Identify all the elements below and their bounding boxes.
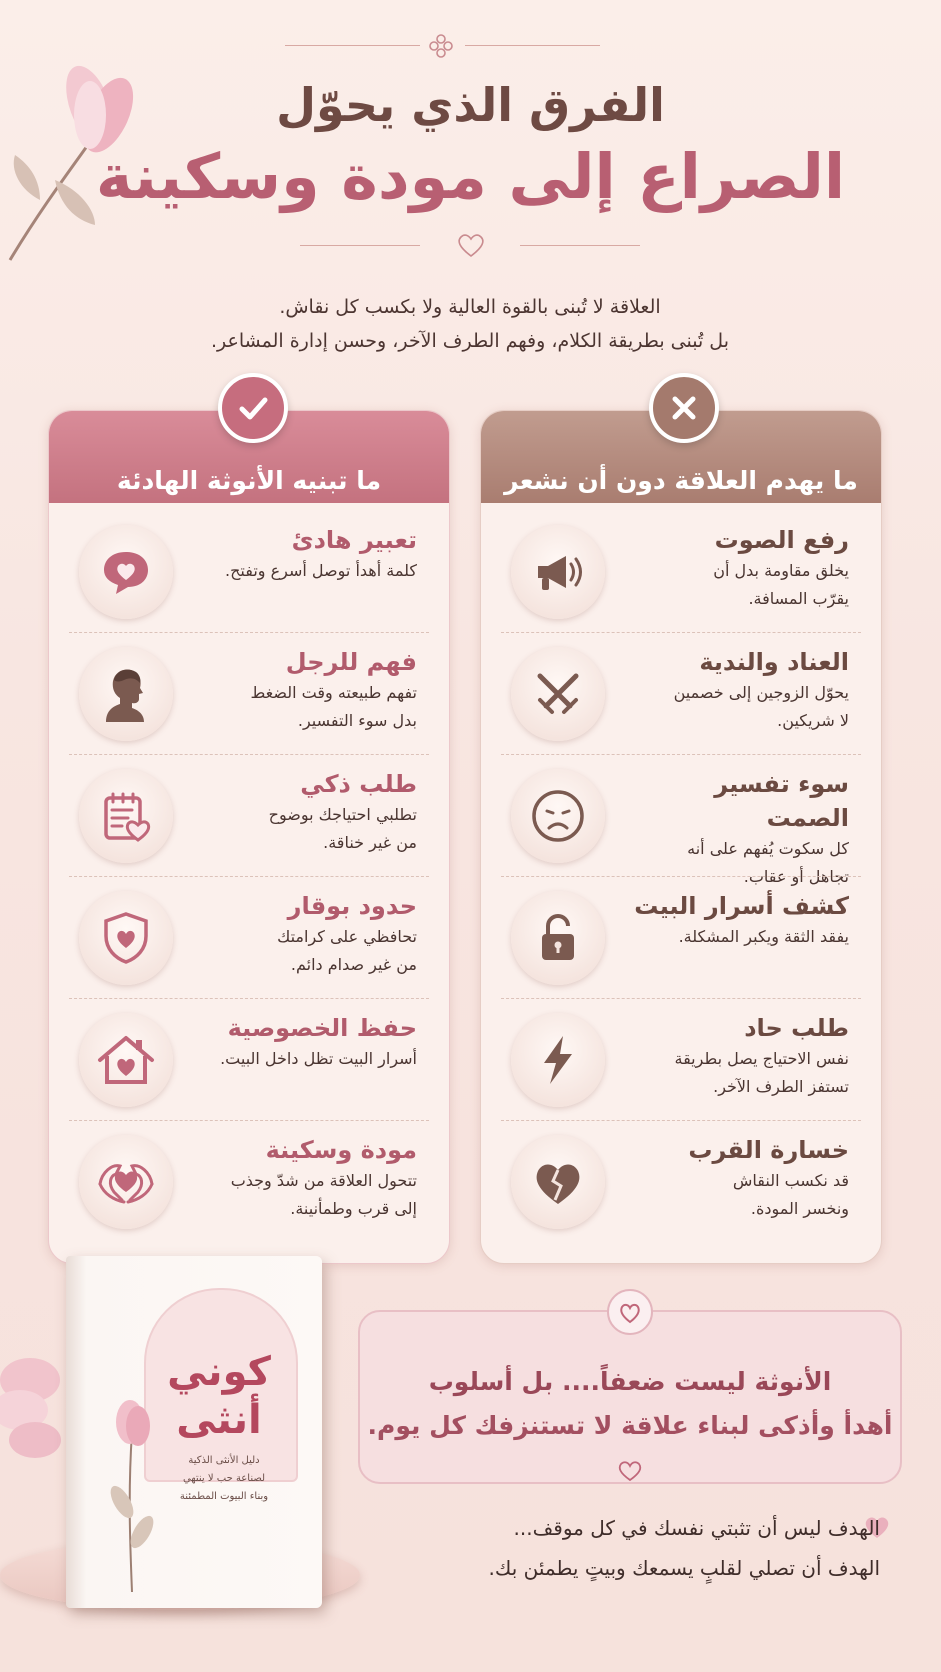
closing-line-2: الهدف أن تصلي لقلبٍ يسمعك وبيتٍ يطمئن بك.: [488, 1556, 880, 1580]
heart-ornament-icon: [455, 232, 487, 258]
harmful-item-desc-1: يخلق مقاومة بدل أن: [713, 561, 849, 580]
harmful-item-title: العناد والندية: [699, 648, 849, 676]
intro-line-1: العلاقة لا تُبنى بالقوة العالية ولا بكسب كل نقاش.: [279, 296, 661, 318]
harmful-item: [501, 999, 861, 1121]
book-subtitle-line-2: لصناعة حب لا ينتهي: [182, 1473, 266, 1484]
harmful-behaviors-title: ما يهدم العلاقة دون أن نشعر: [481, 411, 881, 503]
benefit-item-desc-2: إلى قرب وطمأنينة.: [290, 1199, 417, 1218]
hands-heart-icon: [79, 1135, 173, 1229]
small-heart-icon: [612, 1460, 648, 1482]
benefit-item-desc-2: من غير صدام دائم.: [290, 955, 417, 974]
sad-face-icon: [511, 769, 605, 863]
harmful-item-desc-2: ونخسر المودة.: [750, 1199, 849, 1218]
harmful-item-title: طلب حاد: [744, 1014, 849, 1042]
book-subtitle: [144, 1452, 304, 1506]
harmful-item-title: كشف أسرار البيت: [634, 892, 849, 920]
harmful-item-desc-1: كل سكوت يُفهم على أنه: [687, 839, 849, 858]
benefit-item-title: طلب ذكي: [300, 770, 417, 798]
book-title: [144, 1348, 294, 1444]
benefit-item-title: تعبير هادئ: [291, 526, 417, 554]
book-subtitle-line-1: دليل الأنثى الذكية: [188, 1455, 260, 1466]
benefit-item-desc-1: تحافظي على كرامتك: [277, 927, 417, 946]
harmful-item: [501, 511, 861, 633]
title-line-1: الفرق الذي يحوّل: [276, 78, 665, 132]
harmful-item: [501, 877, 861, 999]
benefit-item-title: حفظ الخصوصية: [227, 1014, 417, 1042]
crossed-swords-icon: [511, 647, 605, 741]
harmful-item-desc-2: تستفز الطرف الآخر.: [713, 1077, 849, 1096]
harmful-item-desc-2: لا شريكين.: [777, 711, 849, 730]
benefit-item: [69, 1121, 429, 1243]
divider-left: [300, 245, 420, 246]
book-title-line-2: أنثى: [176, 1397, 262, 1443]
book-flower-icon: [92, 1392, 162, 1592]
quote-line-2: أهدأ وأذكى لبناء علاقة لا تستنزفك كل يوم.: [367, 1411, 893, 1440]
benefit-item-desc-1: كلمة أهدأ توصل أسرع وتفتح.: [225, 561, 417, 580]
benefit-item-desc-1: تطلبي احتياجك بوضوح: [268, 805, 417, 824]
benefit-item-title: حدود بوقار: [287, 892, 417, 920]
man-profile-icon: [79, 647, 173, 741]
book-subtitle-line-3: وبناء البيوت المطمئنة: [179, 1491, 269, 1502]
heart-bubble-icon: [79, 525, 173, 619]
notepad-heart-icon: [79, 769, 173, 863]
feminine-benefits-panel: [48, 410, 450, 1264]
harmful-item-title: سوء تفسير الصمت: [714, 770, 849, 832]
benefit-item: [69, 999, 429, 1121]
benefit-item-desc-2: بدل سوء التفسير.: [297, 711, 417, 730]
intro-line-2: بل تُبنى بطريقة الكلام، وفهم الطرف الآخر، وحسن إدارة المشاعر.: [211, 330, 729, 352]
broken-heart-icon: [511, 1135, 605, 1229]
benefit-item: [69, 511, 429, 633]
quote-text: [360, 1360, 900, 1448]
flower-ornament-icon: [428, 33, 454, 59]
harmful-item: [501, 755, 861, 886]
megaphone-icon: [511, 525, 605, 619]
harmful-item-title: خسارة القرب: [688, 1136, 849, 1164]
house-heart-icon: [79, 1013, 173, 1107]
benefit-item: [69, 633, 429, 755]
benefit-item-desc-2: من غير خناقة.: [323, 833, 417, 852]
divider-right: [520, 245, 640, 246]
benefit-item: [69, 877, 429, 999]
harmful-item-desc-1: يحوّل الزوجين إلى خصمين: [673, 683, 849, 702]
benefit-item-desc-1: تتحول العلاقة من شدّ وجذب: [230, 1171, 417, 1190]
benefit-item: [69, 755, 429, 877]
lightning-icon: [511, 1013, 605, 1107]
intro-text: [120, 290, 820, 358]
top-ornament-line-left: [285, 45, 420, 46]
harmful-item-desc-2: تجاهل أو عقاب.: [743, 867, 849, 886]
harmful-item: [501, 1121, 861, 1243]
open-lock-icon: [511, 891, 605, 985]
quote-line-1: الأنوثة ليست ضعفاً.... بل أسلوب: [428, 1367, 832, 1396]
closing-line-1: الهدف ليس أن تثبتي نفسك في كل موقف...: [513, 1516, 880, 1540]
harmful-behaviors-panel: [480, 410, 882, 1264]
benefit-item-title: مودة وسكينة: [265, 1136, 417, 1164]
harmful-item-desc-2: يقرّب المسافة.: [748, 589, 849, 608]
benefit-item-desc-1: أسرار البيت تظل داخل البيت.: [220, 1049, 417, 1068]
harmful-item-desc-1: نفس الاحتياج يصل بطريقة: [674, 1049, 849, 1068]
harmful-item-title: رفع الصوت: [714, 526, 849, 554]
feminine-benefits-title: ما تبنيه الأنوثة الهادئة: [49, 411, 449, 503]
check-icon: [218, 373, 288, 443]
harmful-item-desc-1: يفقد الثقة ويكبر المشكلة.: [678, 927, 849, 946]
quote-box: [358, 1310, 902, 1484]
benefit-item-desc-1: تفهم طبيعته وقت الضغط: [250, 683, 417, 702]
closing-text: [360, 1508, 880, 1588]
title-line-2: الصراع إلى مودة وسكينة: [95, 140, 846, 213]
harmful-item-desc-1: قد نكسب النقاش: [732, 1171, 849, 1190]
book-title-line-1: كوني: [167, 1349, 271, 1395]
book-cover: [66, 1256, 322, 1608]
x-icon: [649, 373, 719, 443]
benefit-item-title: فهم للرجل: [285, 648, 417, 676]
harmful-item: [501, 633, 861, 755]
shield-heart-icon: [79, 891, 173, 985]
heart-medallion-icon: [600, 1286, 660, 1338]
top-ornament-line-right: [465, 45, 600, 46]
